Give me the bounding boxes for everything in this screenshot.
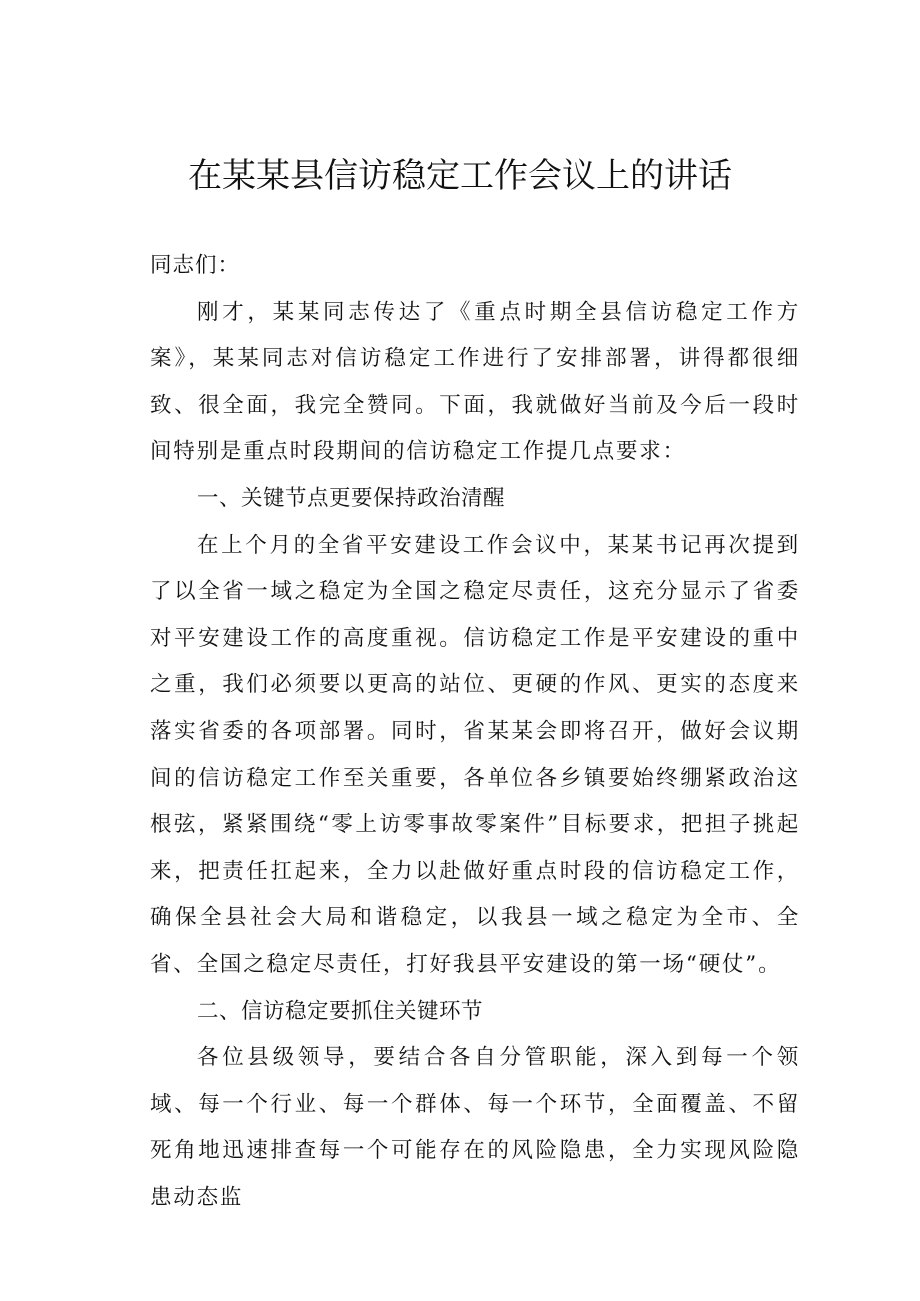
section-paragraph-2: 各位县级领导，要结合各自分管职能，深入到每一个领域、每一个行业、每一个群体、每一个环节，全面覆盖、不留死角地迅速排查每一个可能存在的风险隐患，全力实现风险隐患动态监	[150, 1045, 800, 1210]
section-paragraph-1: 在上个月的全省平安建设工作会议中，某某书记再次提到了以全省一域之稳定为全国之稳定尽责任，这充分显示了省委对平安建设工作的高度重视。信访稳定工作是平安建设的重中之重，我们必须要以更高的站位、更硬的作风、更实的态度来落实省委的各项部署。同时，省某某会即将召开，做好会议期间的信访稳定工作至关重要，各单位各乡镇要始终绷紧政治这根弦，紧紧围绕“零上访零事故零案件”目标要求，把担子挑起来，把责任扛起来，全力以赴做好重点时段的信访稳定工作，确保全县社会大局和谐稳定，以我县一域之稳定为全市、全省、全国之稳定尽责任，打好我县平安建设的第一场“硬仗”。	[150, 532, 800, 977]
section-heading-1: 一、关键节点更要保持政治清醒	[197, 485, 506, 511]
document-body	[150, 243, 800, 1221]
salutation: 同志们：	[150, 253, 241, 278]
intro-paragraph: 刚才，某某同志传达了《重点时期全县信访稳定工作方案》，某某同志对信访稳定工作进行了安排部署，讲得都很细致、很全面，我完全赞同。下面，我就做好当前及今后一段时间特别是重点时段期间的信访稳定工作提几点要求：	[150, 299, 800, 465]
document-title: 在某某县信访稳定工作会议上的讲话	[188, 156, 732, 196]
section-heading-2: 二、信访稳定要抓住关键环节	[197, 998, 484, 1024]
